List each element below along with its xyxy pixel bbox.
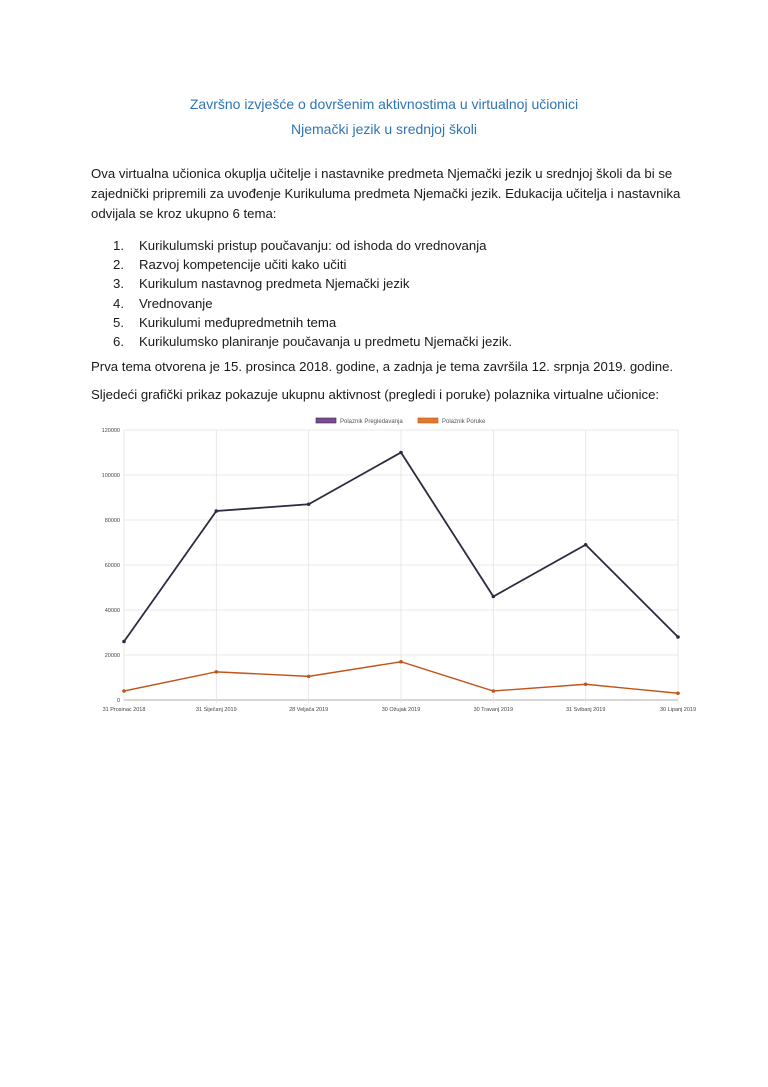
list-item <box>113 332 512 351</box>
list-number: 1. <box>113 238 124 253</box>
y-tick-label: 0 <box>116 698 120 704</box>
data-point <box>584 543 588 547</box>
list-text: Kurikulumi međupredmetnih tema <box>139 314 337 330</box>
data-point <box>676 691 680 695</box>
data-point <box>215 670 219 674</box>
report-title: Završno izvješće o dovršenim aktivnostima u virtualnoj učionici <box>189 96 579 112</box>
dates-paragraph: Prva tema otvorena je 15. prosinca 2018. godine, a zadnja je tema završila 12. srpnja 2019. godine. <box>91 359 674 374</box>
list-item <box>113 294 512 313</box>
legend-swatch <box>418 418 438 423</box>
report-subtitle: Njemački jezik u srednjoj školi <box>291 121 477 137</box>
list-item <box>113 313 512 332</box>
y-tick-label: 40000 <box>104 608 120 614</box>
list-item <box>113 236 512 255</box>
list-text: Kurikulumsko planiranje poučavanja u predmetu Njemački jezik. <box>139 333 513 349</box>
data-point <box>307 675 311 679</box>
y-tick-label: 60000 <box>104 563 120 569</box>
y-tick-label: 120000 <box>101 428 120 434</box>
data-point <box>492 595 496 599</box>
data-point <box>307 502 311 506</box>
list-number: 5. <box>113 314 124 330</box>
x-tick-label: 31 Svibanj 2019 <box>565 707 606 713</box>
list-number: 4. <box>113 295 124 311</box>
activity-line-chart <box>80 412 710 722</box>
x-tick-label: 31 Siječanj 2019 <box>195 707 237 713</box>
list-text: Razvoj kompetencije učiti kako učiti <box>139 257 347 273</box>
data-point <box>399 451 403 455</box>
list-item <box>113 255 512 274</box>
legend-label: Polaznik Pregledavanja <box>340 419 403 425</box>
legend-swatch <box>316 418 336 423</box>
list-text: Kurikulumski pristup poučavanju: od ishoda do vrednovanja <box>139 238 487 253</box>
x-tick-label: 30 Ožujak 2019 <box>381 707 421 713</box>
list-number: 2. <box>113 257 124 273</box>
data-point <box>122 689 126 693</box>
legend-label: Polaznik Poruke <box>442 419 486 425</box>
list-number: 6. <box>113 333 124 349</box>
list-text: Vrednovanje <box>139 295 213 311</box>
x-tick-label: 30 Travanj 2019 <box>473 707 514 713</box>
topic-list <box>113 236 512 351</box>
chart-intro-paragraph: Sljedeći grafički prikaz pokazuje ukupnu aktivnost (pregledi i poruke) polaznika virtualne učionice: <box>91 387 660 402</box>
x-tick-label: 30 Lipanj 2019 <box>659 707 697 713</box>
list-text: Kurikulum nastavnog predmeta Njemački jezik <box>139 276 410 292</box>
intro-paragraph: Ova virtualna učionica okuplja učitelje i nastavnike predmeta Njemački jezik u srednjoj školi da bi se zajednički pripremili za uvođenje Kurikuluma predmeta Njemački jezik. Edukacija učitelja i nastavnika odvijala se kroz ukupno 6 tema: <box>91 166 681 221</box>
data-point <box>676 635 680 639</box>
data-point <box>122 640 126 644</box>
y-tick-label: 100000 <box>101 473 120 479</box>
data-point <box>399 660 403 664</box>
y-tick-label: 20000 <box>104 653 120 659</box>
x-tick-label: 28 Veljača 2019 <box>289 707 329 713</box>
data-point <box>492 689 496 693</box>
list-number: 3. <box>113 276 124 292</box>
data-point <box>215 509 219 513</box>
x-tick-label: 31 Prosinac 2018 <box>102 707 146 713</box>
y-tick-label: 80000 <box>104 518 120 524</box>
data-point <box>584 682 588 686</box>
list-item <box>113 274 512 293</box>
